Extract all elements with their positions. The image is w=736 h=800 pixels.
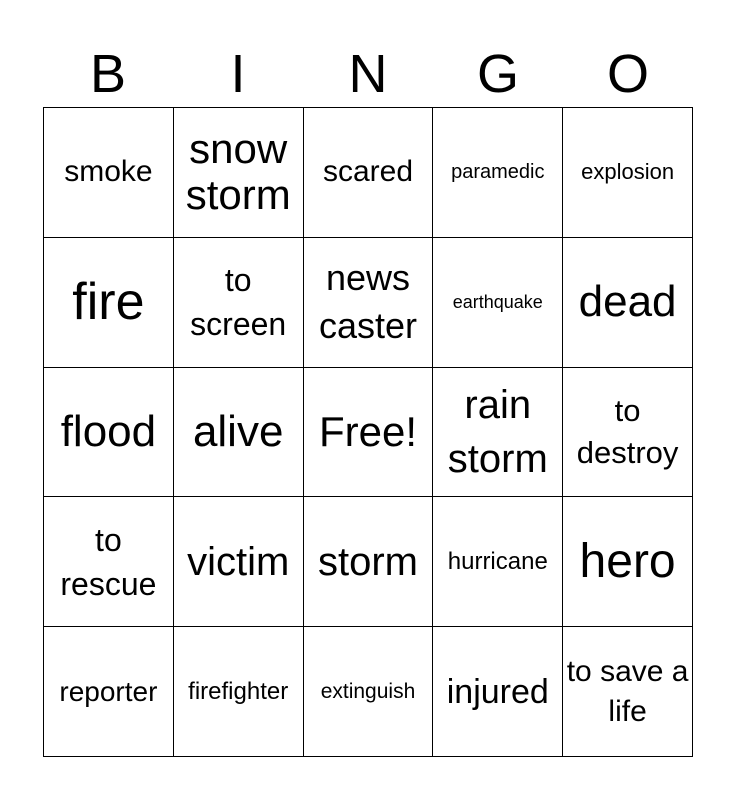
bingo-cell[interactable] [174,497,304,627]
bingo-cell[interactable] [44,238,174,368]
cell-label: hero [579,534,676,588]
bingo-cell[interactable] [304,368,434,498]
cell-label: to destroy [576,392,679,470]
cell-label: scared [322,155,414,189]
bingo-cell[interactable] [174,368,304,498]
bingo-cell[interactable] [44,497,174,627]
bingo-header [43,42,693,106]
header-letter-b: B [89,44,127,104]
bingo-cell[interactable] [304,627,434,757]
cell-label: alive [192,406,284,456]
cell-label: explosion [581,159,675,185]
bingo-cell[interactable] [174,627,304,757]
bingo-cell[interactable] [563,497,693,627]
bingo-cell[interactable] [44,108,174,238]
header-letter-o: O [606,44,649,104]
cell-label: to screen [190,262,287,343]
bingo-cell[interactable] [174,108,304,238]
cell-label: hurricane [447,547,548,575]
header-letter-i: I [230,44,246,104]
cell-label: injured [446,672,549,711]
bingo-cell[interactable] [174,238,304,368]
cell-label: to save a life [566,654,689,728]
bingo-cell[interactable] [563,368,693,498]
bingo-cell[interactable] [563,108,693,238]
cell-label: firefighter [188,677,289,705]
bingo-cell[interactable] [433,368,563,498]
bingo-cell[interactable] [44,627,174,757]
bingo-cell[interactable] [44,368,174,498]
cell-label: storm [317,539,418,584]
bingo-cell[interactable] [433,238,563,368]
bingo-cell[interactable] [433,627,563,757]
cell-label: dead [578,277,677,327]
bingo-cell[interactable] [563,627,693,757]
bingo-cell[interactable] [304,497,434,627]
cell-label: victim [187,539,290,584]
cell-label: earthquake [452,292,543,313]
header-letter-n: N [348,44,388,104]
cell-label: fire [72,273,145,332]
bingo-cell[interactable] [304,238,434,368]
bingo-cell[interactable] [563,238,693,368]
cell-label: to rescue [60,521,157,602]
cell-label: paramedic [451,161,545,184]
cell-label: Free! [318,407,417,455]
bingo-cell[interactable] [433,108,563,238]
cell-label: news caster [318,257,417,347]
header-letter-g: G [476,44,519,104]
bingo-cell[interactable] [304,108,434,238]
cell-label: snow storm [185,125,291,219]
cell-label: extinguish [320,679,416,703]
bingo-card-grid [43,107,693,757]
bingo-cell[interactable] [433,497,563,627]
cell-label: flood [60,406,157,456]
cell-label: rain storm [447,382,548,481]
cell-label: reporter [59,675,158,707]
cell-label: smoke [64,155,153,189]
